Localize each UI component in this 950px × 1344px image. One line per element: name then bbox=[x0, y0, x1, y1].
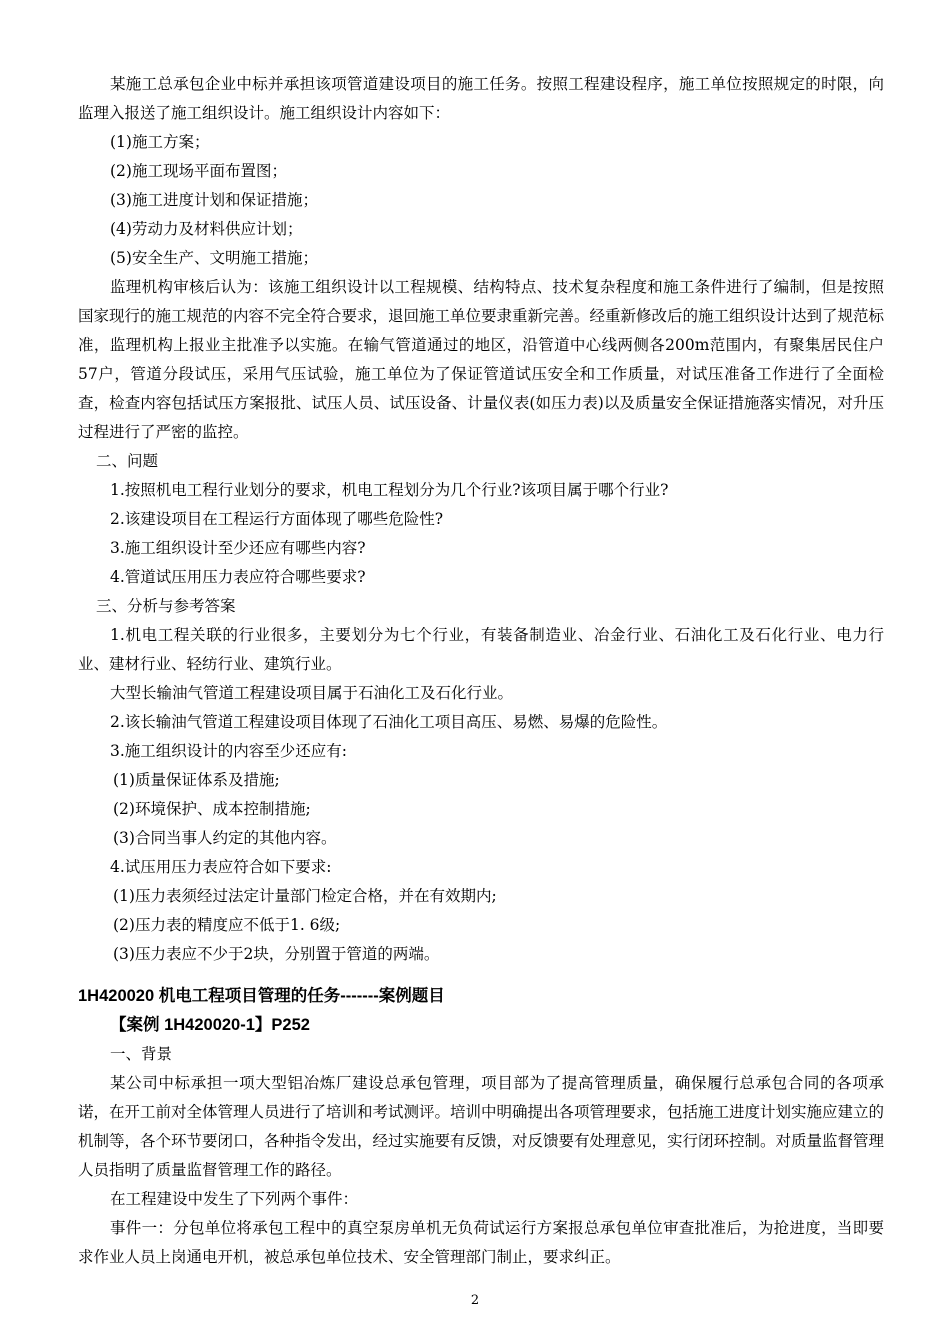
text-line: (5)安全生产、文明施工措施； bbox=[110, 249, 318, 267]
text-line: (1)质量保证体系及措施; bbox=[113, 771, 280, 789]
text-line: 三、分析与参考答案 bbox=[96, 597, 236, 615]
text-line: (4)劳动力及材料供应计划； bbox=[110, 220, 303, 238]
text-line: 1.按照机电工程行业划分的要求，机电工程划分为几个行业?该项目属于哪个行业? bbox=[110, 481, 669, 499]
text-line: (2)施工现场平面布置图； bbox=[110, 162, 287, 180]
section-heading: 1H420020 机电工程项目管理的任务-------案例题目 bbox=[78, 987, 445, 1005]
page-number: 2 bbox=[470, 1293, 480, 1308]
text-line: (3)合同当事人约定的其他内容。 bbox=[113, 829, 337, 847]
text-line: 一、背景 bbox=[110, 1045, 173, 1063]
paragraph: 某施工总承包企业中标并承担该项管道建设项目的施工任务。按照工程建设程序，施工单位按照规定的时限，向监理入报送了施工组织设计。施工组织设计内容如下： bbox=[78, 75, 884, 122]
text-line: 3.施工组织设计至少还应有哪些内容? bbox=[110, 539, 366, 557]
section-heading: 【案例 1H420020-1】P252 bbox=[110, 1016, 310, 1034]
paragraph: 监理机构审核后认为：该施工组织设计以工程规模、结构特点、技术复杂程度和施工条件进行了编制，但是按照国家现行的施工规范的内容不完全符合要求，退回施工单位要隶重新完善。经重新修改后的施工组织设计达到了规范标准，监理机构上报业主批准予以实施。在输气管道通过的地区，沿管道中心线两侧各200m范围内，有聚集居民住户57户，管道分段试压，采用气压试验，施工单位为了保证管道试压安全和工作质量，对试压准备工作进行了全面检查，检查内容包括试压方案报批、试压人员、试压设备、计量仪表(如压力表)以及质量安全保证措施落实情况，对升压过程进行了严密的监控。 bbox=[78, 278, 885, 441]
text-line: 4.管道试压用压力表应符合哪些要求? bbox=[110, 568, 366, 586]
text-line: 2.该建设项目在工程运行方面体现了哪些危险性? bbox=[110, 510, 444, 528]
text-line: 大型长输油气管道工程建设项目属于石油化工及石化行业。 bbox=[110, 684, 514, 702]
text-line: (1)施工方案； bbox=[110, 133, 210, 151]
text-line: 3.施工组织设计的内容至少还应有: bbox=[110, 742, 348, 760]
text-line: 二、问题 bbox=[96, 452, 159, 470]
text-line: (2)压力表的精度应不低于1. 6级; bbox=[113, 916, 341, 934]
text-line: 2.该长输油气管道工程建设项目体现了石油化工项目高压、易燃、易爆的危险性。 bbox=[110, 713, 668, 731]
paragraph: 1.机电工程关联的行业很多，主要划分为七个行业，有装备制造业、冶金行业、石油化工及石化行业、电力行业、建材行业、轻纺行业、建筑行业。 bbox=[78, 626, 884, 673]
text-line: (1)压力表须经过法定计量部门检定合格，并在有效期内; bbox=[113, 887, 497, 905]
text-line: (2)环境保护、成本控制措施; bbox=[113, 800, 311, 818]
text-line: (3)压力表应不少于2块，分别置于管道的两端。 bbox=[113, 945, 440, 963]
text-line: 4.试压用压力表应符合如下要求: bbox=[110, 858, 332, 876]
paragraph: 事件一：分包单位将承包工程中的真空泵房单机无负荷试运行方案报总承包单位审查批准后，为抢进度，当即要求作业人员上岗通电开机，被总承包单位技术、安全管理部门制止，要求纠正。 bbox=[78, 1219, 884, 1266]
text-line: (3)施工进度计划和保证措施； bbox=[110, 191, 318, 209]
paragraph: 某公司中标承担一项大型铝冶炼厂建设总承包管理，项目部为了提高管理质量，确保履行总承包合同的各项承诺，在开工前对全体管理人员进行了培训和考试测评。培训中明确提出各项管理要求，包括施工进度计划实施应建立的机制等，各个环节要闭口，各种指令发出，经过实施要有反馈，对反馈要有处理意见，实行闭环控制。对质量监督管理人员指明了质量监督管理工作的路径。 bbox=[78, 1074, 885, 1179]
text-line: 在工程建设中发生了下列两个事件： bbox=[110, 1190, 359, 1208]
